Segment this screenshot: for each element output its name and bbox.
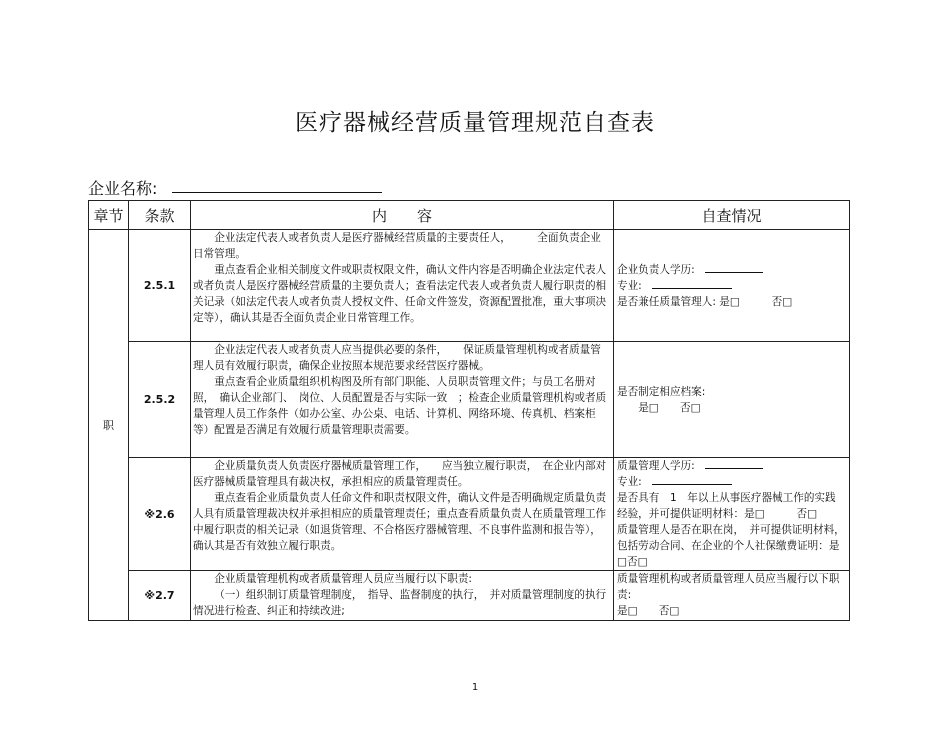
content-cell <box>191 342 614 458</box>
clause-cell: 2.5.2 <box>129 342 191 458</box>
header-clause: 条款 <box>129 201 191 230</box>
content-paragraph: 企业法定代表人或者负责人应当提供必要的条件， 保证质量管理机构或者质量管理人员有效履行职责，确保企业按照本规范要求经营医疗器械。 <box>193 344 601 372</box>
clause-cell: ※2.6 <box>129 458 191 571</box>
page-number: 1 <box>471 682 479 693</box>
chapter-cell: 职 <box>89 230 129 621</box>
content-cell <box>191 458 614 571</box>
check-cell <box>614 571 850 621</box>
header-check: 自查情况 <box>614 201 850 230</box>
input-blank[interactable] <box>652 278 732 289</box>
input-blank[interactable] <box>705 262 763 273</box>
table-row <box>89 342 850 458</box>
content-paragraph: 重点查看企业质量组织机构图及所有部门职能、人员职责管理文件；与员工名册对照， 确认企业部门、 岗位、人员配置是否与实际一致 ；检查企业质量管理机构或者质量管理人员工作条件（如办公室、办公桌、电话、计算机、网络环境、传真机、档案柜等）配置是否满足有效履行质量管理职责需要。 <box>193 376 607 436</box>
check-line: 企业负责人学历: <box>617 262 845 278</box>
table-row <box>89 230 850 342</box>
check-line: 是□ 否□ <box>638 402 701 414</box>
content-paragraph: 企业质量负责人负责医疗器械质量管理工作， 应当独立履行职责， 在企业内部对医疗器械质量管理具有裁决权，承担相应的质量管理责任。 <box>193 460 607 488</box>
content-paragraph: 企业法定代表人或者负责人是医疗器械经营质量的主要责任人， 全面负责企业日常管理。 <box>193 232 601 260</box>
clause-cell: ※2.7 <box>129 571 191 621</box>
check-line: 质量管理人是否在职在岗， 并可提供证明材料，包括劳动合同、在企业的个人社保缴费证明：是□否□ <box>617 524 845 568</box>
table-row <box>89 571 850 621</box>
check-line: 质量管理机构或者质量管理人员应当履行以下职责: <box>617 573 840 601</box>
header-content: 内 容 <box>191 201 614 230</box>
content-paragraph: 重点查看企业质量负责人任命文件和职责权限文件，确认文件是否明确规定质量负责人具有质量管理裁决权并承担相应的质量管理责任；重点查看质量负责人在质量管理工作中履行职责的相关记录（如退货管理、不合格医疗器械管理、不良事件监测和报告等），确认其是否有效独立履行职责。 <box>193 492 607 552</box>
clause-cell: 2.5.1 <box>129 230 191 342</box>
content-paragraph: 企业质量管理机构或者质量管理人员应当履行以下职责: <box>214 573 473 585</box>
check-cell <box>614 458 850 571</box>
check-cell <box>614 342 850 458</box>
table-header-row <box>89 201 850 230</box>
self-check-table <box>88 200 850 621</box>
content-cell <box>191 230 614 342</box>
content-paragraph: （一）组织制订质量管理制度， 指导、监督制度的执行， 并对质量管理制度的执行情况进行检查、纠正和持续改进; <box>193 589 607 617</box>
check-line: 是否具有 1 年以上从事医疗器械工作的实践经验，并可提供证明材料：是□ 否□ <box>617 492 836 520</box>
check-line: 是否制定相应档案: <box>617 386 706 398</box>
check-line: 质量管理人学历: <box>617 458 845 474</box>
input-blank[interactable] <box>705 458 763 469</box>
document-title: 医疗器械经营质量管理规范自查表 <box>295 110 655 136</box>
check-line: 专业: <box>617 474 845 490</box>
content-paragraph: 重点查看企业相关制度文件或职责权限文件，确认文件内容是否明确企业法定代表人或者负责人是医疗器械经营质量的主要负责人；查看法定代表人或者负责人履行职责的相关记录（如法定代表人或者负责人授权文件、任命文件签发，资源配置批准，重大事项决定等），确认其是否全面负责企业日常管理工作。 <box>193 264 607 324</box>
table-row <box>89 458 850 571</box>
check-line: 是□ 否□ <box>617 605 680 617</box>
check-line: 是否兼任质量管理人: 是□ 否□ <box>617 296 793 308</box>
input-blank[interactable] <box>652 474 732 485</box>
company-name-blank <box>172 192 382 193</box>
content-cell <box>191 571 614 621</box>
check-cell <box>614 230 850 342</box>
header-chapter: 章节 <box>89 201 129 230</box>
check-line: 专业: <box>617 278 845 294</box>
company-name-label: 企业名称: <box>88 179 158 198</box>
